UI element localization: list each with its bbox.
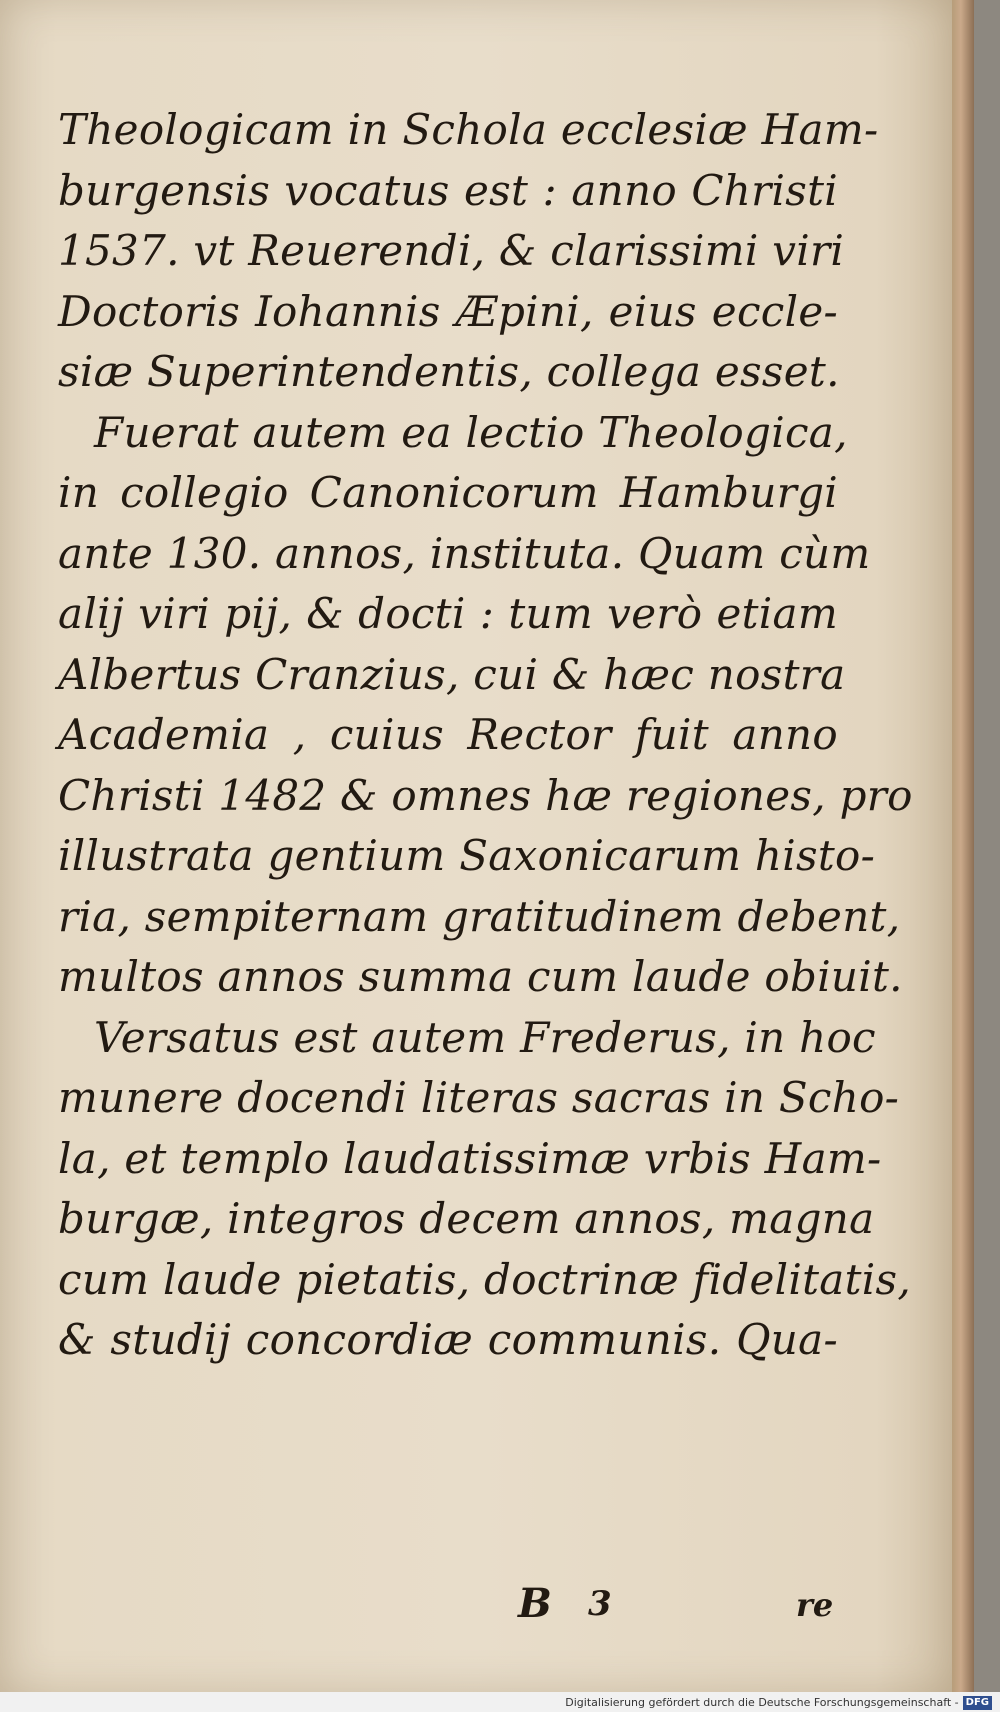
text-line-19: burgæ, integros decem annos, magna — [58, 1194, 875, 1243]
signature-number: 3 — [588, 1584, 612, 1624]
text-line-13: illustrata gentium Saxonicarum histo- — [58, 831, 876, 880]
text-line-21: & studij concordiæ communis. Qua- — [58, 1315, 838, 1364]
text-line-20: cum laude pietatis, doctrinæ fidelitatis, — [58, 1254, 911, 1304]
digitization-banner — [565, 1695, 992, 1711]
page-edge — [952, 0, 974, 1692]
text-line-2: burgensis vocatus est : anno Christi — [58, 165, 838, 215]
text-line-7: in collegio Canonicorum Hamburgi — [58, 468, 838, 517]
text-line-1: Theologicam in Schola ecclesiæ Ham- — [58, 105, 879, 154]
text-line-5: siæ Superintendentis, collega esset. — [58, 347, 840, 396]
text-line-10: Albertus Cranzius, cui & hæc nostra — [58, 649, 846, 699]
text-line-12: Christi 1482 & omnes hæ regiones, pro — [58, 770, 913, 820]
text-line-16: Versatus est autem Frederus, in hoc — [94, 1012, 876, 1062]
signature-mark: B — [518, 1580, 552, 1627]
page-text — [58, 100, 913, 1371]
page-footer — [0, 1580, 952, 1640]
banner-text: Digitalisierung gefördert durch die Deutsche Forschungsgemeinschaft - — [565, 1696, 959, 1709]
text-line-17: munere docendi literas sacras in Scho- — [58, 1073, 900, 1122]
text-line-9: alij viri pij, & docti : tum verò etiam — [58, 589, 838, 638]
text-line-15: multos annos summa cum laude obiuit. — [58, 952, 903, 1001]
text-line-14: ria, sempiternam gratitudinem debent, — [58, 891, 901, 941]
text-line-3: 1537. vt Reuerendi, & clarissimi viri — [58, 226, 845, 275]
text-line-11: Academia , cuius Rector fuit anno — [58, 710, 838, 759]
text-line-18: la, et templo laudatissimæ vrbis Ham- — [58, 1133, 882, 1183]
dfg-logo-icon: DFG — [963, 1696, 992, 1710]
catchword: re — [796, 1586, 834, 1624]
text-line-8: ante 130. annos, instituta. Quam cùm — [58, 528, 871, 578]
text-line-4: Doctoris Iohannis Æpini, eius eccle- — [58, 286, 838, 336]
text-line-6: Fuerat autem ea lectio Theologica, — [94, 407, 848, 457]
